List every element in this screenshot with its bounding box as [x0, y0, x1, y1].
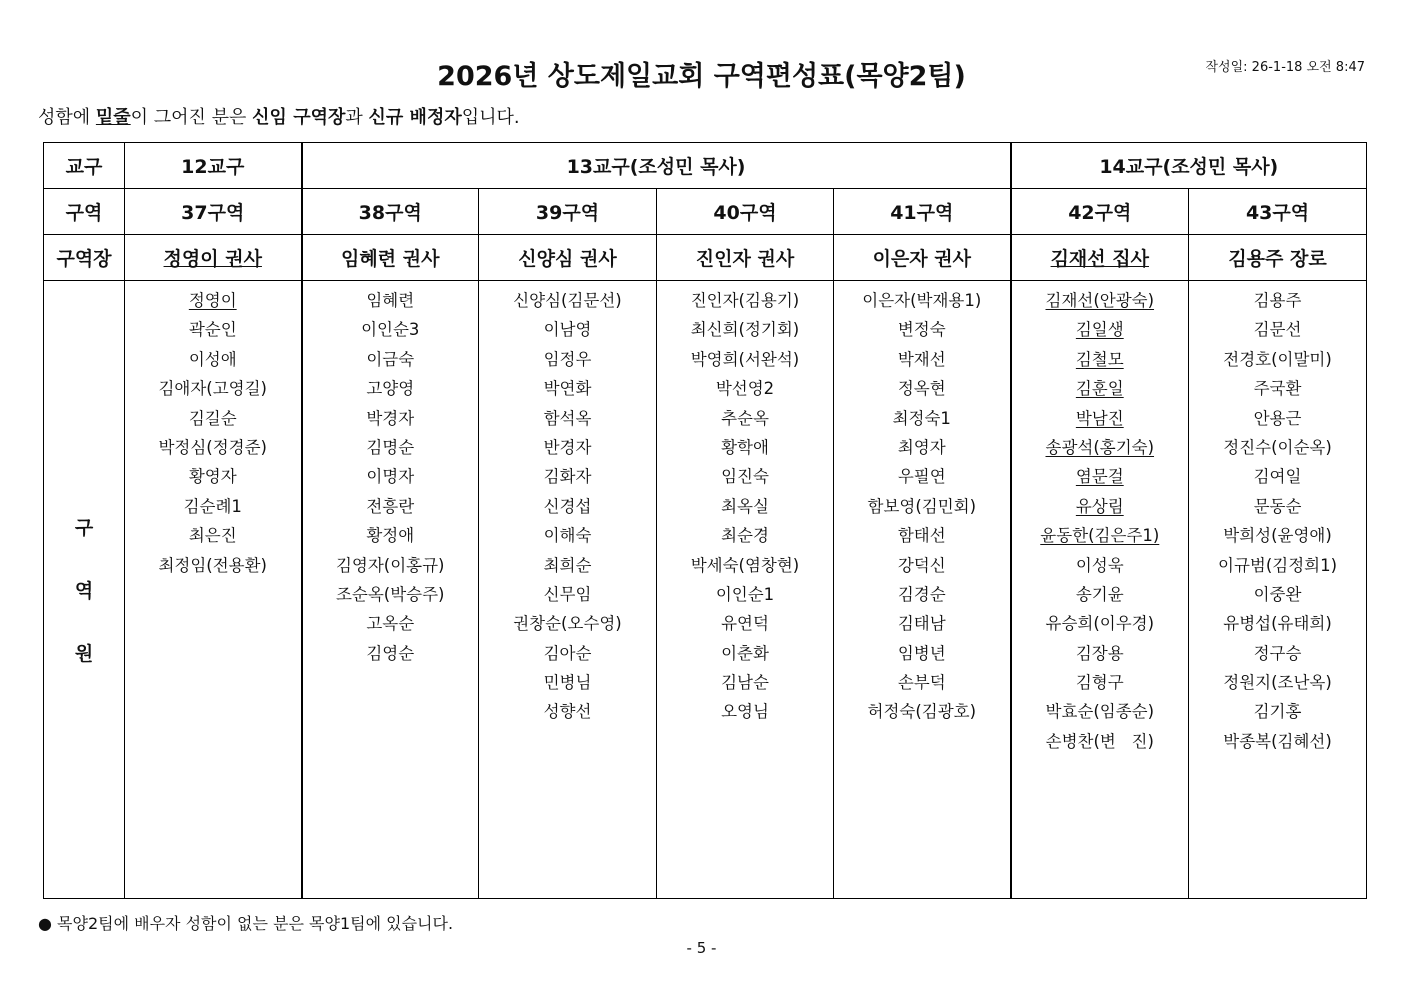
member-item	[479, 315, 656, 344]
zone-leader	[834, 235, 1011, 281]
member-name: 조순옥(박승주)	[335, 584, 445, 604]
member-name: 최은진	[188, 526, 237, 546]
member-name: 안용근	[1253, 408, 1302, 428]
member-name: 김기홍	[1253, 702, 1302, 722]
zone-name: 38구역	[302, 189, 479, 235]
note-text: 이 그어진 분은	[130, 107, 253, 128]
member-name: 이성욱	[1075, 555, 1124, 575]
member-item	[657, 639, 833, 668]
member-name: 전흥란	[366, 496, 415, 516]
zone-leader-name: 김용주 장로	[1228, 248, 1327, 270]
member-item	[834, 286, 1010, 315]
member-item	[479, 492, 656, 521]
member-name: 박경자	[366, 408, 415, 428]
zone-name: 43구역	[1189, 189, 1367, 235]
member-item	[834, 374, 1010, 403]
zone-name: 39구역	[479, 189, 657, 235]
member-name: 박재선	[897, 349, 946, 369]
member-item	[1012, 697, 1189, 726]
member-item	[1012, 286, 1189, 315]
note-text: 입니다.	[461, 107, 520, 128]
member-item	[1012, 727, 1189, 756]
member-item	[834, 433, 1010, 462]
member-item	[1012, 492, 1189, 521]
page-number: - 5 -	[686, 939, 717, 957]
member-name: 변정숙	[897, 320, 946, 340]
member-name: 김재선(안광숙)	[1045, 291, 1155, 310]
member-name: 반경자	[543, 437, 592, 457]
note-bold-new-member: 신규 배정자	[368, 107, 462, 128]
member-name: 고양영	[366, 379, 415, 399]
member-item	[657, 492, 833, 521]
member-name: 이춘화	[721, 643, 769, 663]
member-item	[1189, 404, 1366, 433]
member-name: 이인순1	[715, 584, 775, 604]
member-item	[125, 462, 301, 491]
zone-leader-name: 정영이 권사	[163, 248, 262, 270]
members-header-char: 역	[74, 580, 94, 602]
member-item	[125, 315, 301, 344]
zone-leader-name: 이은자 권사	[872, 248, 971, 270]
member-name: 오영님	[721, 702, 769, 722]
member-list	[1011, 281, 1189, 899]
member-item	[834, 462, 1010, 491]
member-name: 김순례1	[183, 496, 242, 516]
member-item	[1012, 609, 1189, 638]
member-item	[303, 286, 479, 315]
member-item	[479, 462, 656, 491]
zone-leader	[1189, 235, 1367, 281]
member-item	[125, 551, 301, 580]
member-item	[1189, 286, 1366, 315]
member-item	[479, 639, 656, 668]
member-name: 손부덕	[897, 673, 946, 693]
member-item	[303, 580, 479, 609]
member-name: 김아순	[543, 643, 592, 663]
member-name: 김형구	[1075, 673, 1124, 693]
member-name: 권창순(오수영)	[513, 614, 622, 634]
member-item	[1189, 580, 1366, 609]
member-item	[303, 315, 479, 344]
member-item	[657, 315, 833, 344]
member-item	[1012, 404, 1189, 433]
member-item	[1012, 374, 1189, 403]
member-name: 김장용	[1075, 643, 1124, 663]
members-header-char: 구	[74, 517, 94, 539]
member-item	[1189, 521, 1366, 550]
member-name: 최신희(정기회)	[690, 320, 800, 340]
member-item	[1012, 315, 1189, 344]
member-name: 이중완	[1253, 584, 1302, 604]
member-item	[479, 345, 656, 374]
member-name: 김용주	[1253, 291, 1302, 310]
zone-leader	[302, 235, 479, 281]
member-name: 정진수(이순옥)	[1223, 437, 1332, 457]
zone-leader	[1011, 235, 1189, 281]
zone-leader-name: 임혜련 권사	[341, 248, 440, 270]
member-item	[1189, 551, 1366, 580]
zone-header: 구역	[44, 189, 125, 235]
member-name: 이인순3	[361, 320, 420, 340]
member-name: 박희성(윤영애)	[1223, 526, 1332, 546]
member-name: 김일생	[1075, 320, 1124, 340]
member-item	[1189, 462, 1366, 491]
member-name: 이남영	[543, 320, 592, 340]
member-name: 손병찬(변 진)	[1045, 731, 1154, 751]
zone-name: 37구역	[125, 189, 302, 235]
underline-note	[38, 103, 520, 129]
member-name: 강덕신	[897, 555, 946, 575]
member-name: 우필연	[897, 467, 946, 487]
member-list	[479, 281, 657, 899]
member-name: 정원지(조난옥)	[1223, 673, 1332, 693]
member-item	[125, 521, 301, 550]
member-name: 임정우	[543, 349, 592, 369]
member-item	[1012, 668, 1189, 697]
member-name: 이금숙	[366, 349, 415, 369]
member-item	[479, 404, 656, 433]
member-item	[1189, 727, 1366, 756]
member-item	[125, 404, 301, 433]
member-item	[479, 668, 656, 697]
member-name: 김훈일	[1075, 379, 1124, 399]
member-name: 주국환	[1253, 379, 1302, 399]
member-item	[303, 374, 479, 403]
member-name: 박선영2	[715, 379, 775, 399]
member-name: 임병년	[897, 643, 946, 663]
member-item	[657, 433, 833, 462]
zone-leader	[125, 235, 302, 281]
member-item	[834, 609, 1010, 638]
member-item	[479, 697, 656, 726]
leader-row	[44, 235, 1367, 281]
member-item	[834, 345, 1010, 374]
member-name: 이해숙	[543, 526, 592, 546]
zone-leader	[479, 235, 657, 281]
member-name: 김애자(고영길)	[158, 379, 267, 399]
member-item	[657, 374, 833, 403]
member-name: 박남진	[1075, 408, 1124, 428]
member-name: 유상림	[1075, 496, 1124, 516]
member-name: 최옥실	[721, 496, 769, 516]
member-row	[44, 281, 1367, 899]
member-item	[1189, 492, 1366, 521]
member-name: 민병님	[543, 673, 592, 693]
member-name: 임혜련	[366, 291, 415, 310]
member-item	[834, 521, 1010, 550]
member-name: 함태선	[897, 526, 946, 546]
member-item	[1189, 639, 1366, 668]
footer-note: ● 목양2팀에 배우자 성함이 없는 분은 목양1팀에 있습니다.	[38, 914, 454, 933]
member-item	[479, 374, 656, 403]
zone-name: 41구역	[834, 189, 1011, 235]
member-name: 신양심(김문선)	[513, 291, 622, 310]
zone-leader-name: 진인자 권사	[695, 248, 795, 270]
members-header	[44, 281, 125, 899]
member-name: 문동순	[1253, 496, 1302, 516]
note-text: 과	[345, 107, 369, 128]
member-name: 윤동한(김은주1)	[1040, 526, 1160, 546]
member-item	[1189, 315, 1366, 344]
member-list	[834, 281, 1011, 899]
member-item	[125, 374, 301, 403]
member-name: 함석옥	[543, 408, 592, 428]
member-name: 함보영(김민회)	[867, 496, 977, 516]
member-item	[303, 462, 479, 491]
member-item	[1189, 609, 1366, 638]
member-name: 이성애	[188, 349, 237, 369]
member-name: 임진숙	[721, 467, 769, 487]
member-item	[479, 551, 656, 580]
member-list	[657, 281, 834, 899]
member-name: 허정숙(김광호)	[867, 702, 977, 722]
member-item	[657, 551, 833, 580]
member-name: 김철모	[1075, 349, 1124, 369]
member-item	[657, 668, 833, 697]
member-item	[125, 286, 301, 315]
member-item	[479, 286, 656, 315]
member-item	[1012, 433, 1189, 462]
member-item	[1012, 462, 1189, 491]
member-name: 추순옥	[721, 408, 769, 428]
member-item	[303, 345, 479, 374]
district-row	[44, 143, 1367, 189]
member-name: 황학애	[721, 437, 769, 457]
member-name: 성향선	[543, 702, 592, 722]
member-name: 박세숙(염창현)	[690, 555, 800, 575]
member-item	[657, 345, 833, 374]
member-name: 박종복(김혜선)	[1223, 731, 1332, 751]
member-item	[303, 433, 479, 462]
zone-leader	[657, 235, 834, 281]
member-list	[302, 281, 479, 899]
member-name: 황영자	[188, 467, 237, 487]
member-item	[1189, 374, 1366, 403]
member-item	[1012, 345, 1189, 374]
district-14: 14교구(조성민 목사)	[1011, 143, 1367, 189]
member-item	[834, 580, 1010, 609]
member-item	[834, 639, 1010, 668]
member-name: 송광석(홍기숙)	[1045, 437, 1155, 457]
note-underline: 밑줄	[95, 107, 131, 128]
member-item	[1012, 521, 1189, 550]
member-item	[657, 521, 833, 550]
member-item	[479, 580, 656, 609]
member-item	[1012, 551, 1189, 580]
district-header: 교구	[44, 143, 125, 189]
member-item	[125, 433, 301, 462]
member-name: 고옥순	[366, 614, 415, 634]
member-name: 전경호(이말미)	[1223, 349, 1332, 369]
zone-leader-name: 신양심 권사	[518, 248, 617, 270]
member-item	[125, 345, 301, 374]
member-name: 박연화	[543, 379, 592, 399]
member-item	[303, 551, 479, 580]
member-name: 유병섭(유태희)	[1223, 614, 1332, 634]
member-item	[657, 609, 833, 638]
member-list	[1189, 281, 1367, 899]
member-name: 이은자(박재용1)	[862, 291, 982, 310]
member-item	[303, 609, 479, 638]
member-item	[657, 580, 833, 609]
member-item	[1189, 697, 1366, 726]
member-name: 곽순인	[188, 320, 237, 340]
member-name: 김길순	[188, 408, 237, 428]
member-item	[834, 697, 1010, 726]
zone-row	[44, 189, 1367, 235]
member-item	[303, 639, 479, 668]
member-name: 김명순	[366, 437, 415, 457]
district-12: 12교구	[125, 143, 302, 189]
member-name: 최희순	[543, 555, 592, 575]
member-name: 최순경	[721, 526, 769, 546]
member-name: 박영희(서완석)	[690, 349, 800, 369]
member-name: 송기윤	[1075, 584, 1124, 604]
member-name: 김영순	[366, 643, 415, 663]
member-name: 유승희(이우경)	[1045, 614, 1155, 634]
member-item	[1189, 345, 1366, 374]
member-item	[1012, 580, 1189, 609]
member-name: 신무임	[543, 584, 592, 604]
member-item	[303, 521, 479, 550]
member-name: 황정애	[366, 526, 415, 546]
member-item	[479, 521, 656, 550]
note-bold-new-leader: 신임 구역장	[252, 107, 346, 128]
member-item	[834, 668, 1010, 697]
member-item	[1189, 433, 1366, 462]
member-name: 이명자	[366, 467, 415, 487]
member-name: 김태남	[897, 614, 946, 634]
member-item	[657, 697, 833, 726]
member-name: 신경섭	[543, 496, 592, 516]
member-name: 김문선	[1253, 320, 1302, 340]
member-name: 김화자	[543, 467, 592, 487]
member-item	[834, 404, 1010, 433]
zone-table	[43, 142, 1367, 899]
member-name: 박정심(정경준)	[158, 437, 267, 457]
member-name: 정옥현	[897, 379, 946, 399]
member-item	[657, 462, 833, 491]
member-name: 유연덕	[721, 614, 769, 634]
member-name: 김영자(이홍규)	[335, 555, 445, 575]
member-item	[303, 492, 479, 521]
members-header-char: 원	[74, 643, 94, 665]
member-item	[479, 609, 656, 638]
member-name: 정구승	[1253, 643, 1302, 663]
member-item	[1012, 639, 1189, 668]
member-name: 정영이	[188, 291, 237, 310]
member-item	[657, 286, 833, 315]
member-name: 진인자(김용기)	[690, 291, 800, 310]
leader-header: 구역장	[44, 235, 125, 281]
member-item	[657, 404, 833, 433]
note-text: 성함에	[38, 107, 96, 128]
created-date: 작성일: 26-1-18 오전 8:47	[1205, 60, 1365, 75]
member-name: 김여일	[1253, 467, 1302, 487]
page-title: 2026년 상도제일교회 구역편성표(목양2팀)	[437, 61, 966, 92]
zone-name: 40구역	[657, 189, 834, 235]
member-list	[125, 281, 302, 899]
member-name: 김남순	[721, 673, 769, 693]
member-name: 김경순	[897, 584, 946, 604]
member-name: 이규범(김정희1)	[1218, 555, 1338, 575]
member-item	[303, 404, 479, 433]
member-name: 염문걸	[1075, 467, 1124, 487]
zone-leader-name: 김재선 집사	[1050, 248, 1149, 270]
member-name: 박효순(임종순)	[1045, 702, 1155, 722]
member-item	[834, 315, 1010, 344]
member-item	[479, 433, 656, 462]
member-name: 최영자	[897, 437, 946, 457]
member-item	[834, 492, 1010, 521]
zone-name: 42구역	[1011, 189, 1189, 235]
member-name: 최정숙1	[892, 408, 951, 428]
district-13: 13교구(조성민 목사)	[302, 143, 1011, 189]
member-item	[125, 492, 301, 521]
member-item	[834, 551, 1010, 580]
member-item	[1189, 668, 1366, 697]
member-name: 최정임(전용환)	[158, 555, 267, 575]
